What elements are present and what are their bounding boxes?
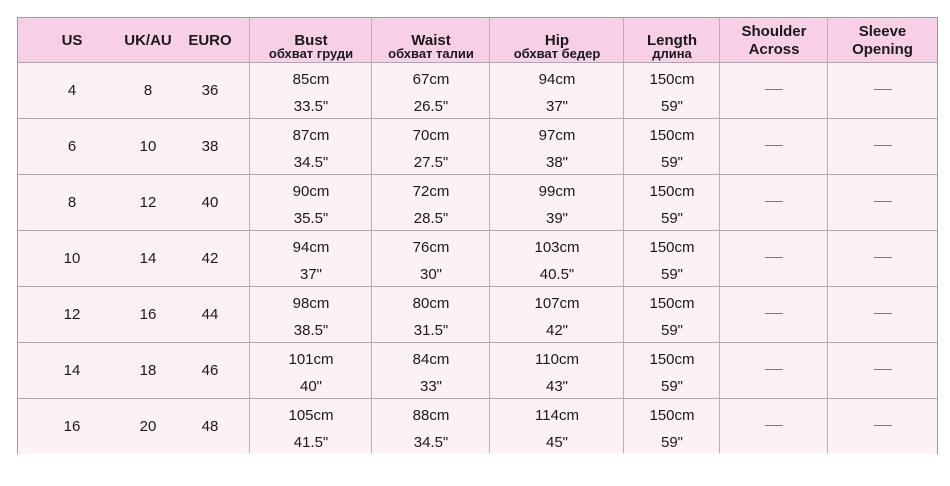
table-row (18, 399, 937, 454)
waist-cell (372, 343, 490, 398)
bust-cm: 85cm (292, 71, 330, 88)
dash-mark (874, 257, 892, 258)
bust-cm: 94cm (292, 239, 330, 256)
shoulder-across-cell (720, 63, 828, 118)
uk-au-size-cell: 8 (143, 82, 153, 99)
euro-size-cell: 36 (201, 82, 219, 99)
hip-cm: 97cm (538, 127, 576, 144)
hip-inches: 43" (545, 378, 568, 395)
bust-inches: 34.5" (293, 154, 329, 171)
waist-cell (372, 175, 490, 230)
bust-cell (250, 63, 372, 118)
bust-cell (250, 287, 372, 342)
waist-cm: 88cm (412, 407, 450, 424)
header-bust: Bust обхват груди (268, 32, 354, 61)
length-cm: 150cm (649, 183, 695, 200)
hip-inches: 40.5" (539, 266, 575, 283)
bust-cm: 98cm (292, 295, 330, 312)
length-cell (624, 399, 720, 454)
bust-inches: 35.5" (293, 210, 329, 227)
bust-inches: 41.5" (293, 434, 329, 451)
sleeve-opening-cell (828, 399, 937, 454)
header-hip: Hip обхват бедер (513, 32, 601, 61)
waist-cm: 76cm (412, 239, 450, 256)
euro-size-cell: 48 (201, 418, 219, 435)
length-cm: 150cm (649, 295, 695, 312)
waist-cm: 67cm (412, 71, 450, 88)
length-inches: 59" (660, 322, 683, 339)
size-chart-table (17, 17, 938, 454)
waist-inches: 27.5" (413, 154, 449, 171)
length-inches: 59" (660, 210, 683, 227)
waist-cell (372, 287, 490, 342)
dash-mark (874, 425, 892, 426)
waist-cell (372, 231, 490, 286)
bust-inches: 40" (299, 378, 322, 395)
us-size-cell: 8 (67, 194, 77, 211)
sleeve-opening-cell (828, 175, 937, 230)
header-us: US (61, 32, 83, 49)
dash-mark (765, 369, 783, 370)
hip-cell (490, 399, 624, 454)
length-inches: 59" (660, 434, 683, 451)
waist-inches: 26.5" (413, 98, 449, 115)
hip-cell (490, 343, 624, 398)
shoulder-across-cell (720, 287, 828, 342)
us-size-cell: 12 (63, 306, 81, 323)
shoulder-across-cell (720, 119, 828, 174)
dash-mark (765, 257, 783, 258)
column-divider (371, 18, 372, 453)
table-row (18, 175, 937, 231)
dash-mark (765, 201, 783, 202)
waist-cm: 80cm (412, 295, 450, 312)
dash-mark (765, 89, 783, 90)
header-euro: EURO (188, 32, 232, 49)
hip-cm: 114cm (535, 407, 579, 424)
waist-cell (372, 399, 490, 454)
length-cell (624, 343, 720, 398)
uk-au-size-cell: 12 (139, 194, 157, 211)
shoulder-across-cell (720, 175, 828, 230)
length-cell (624, 175, 720, 230)
euro-size-cell: 46 (201, 362, 219, 379)
euro-size-cell: 38 (201, 138, 219, 155)
bust-cell (250, 119, 372, 174)
hip-cell (490, 119, 624, 174)
length-cell (624, 287, 720, 342)
dash-mark (765, 313, 783, 314)
header-length: Length длина (647, 32, 697, 61)
bust-cell (250, 343, 372, 398)
length-inches: 59" (660, 154, 683, 171)
sleeve-opening-cell (828, 343, 937, 398)
bust-inches: 38.5" (293, 322, 329, 339)
dash-mark (765, 145, 783, 146)
bust-cm: 105cm (288, 407, 334, 424)
length-inches: 59" (660, 98, 683, 115)
header-waist: Waist обхват талии (388, 32, 474, 61)
uk-au-size-cell: 18 (139, 362, 157, 379)
length-cell (624, 63, 720, 118)
dash-mark (874, 369, 892, 370)
waist-inches: 28.5" (413, 210, 449, 227)
uk-au-size-cell: 20 (139, 418, 157, 435)
bust-cm: 90cm (292, 183, 330, 200)
hip-inches: 37" (545, 98, 568, 115)
hip-cm: 94cm (538, 71, 576, 88)
header-shoulder-across: Shoulder Across (741, 23, 807, 58)
length-cm: 150cm (649, 239, 695, 256)
table-header-row (18, 18, 937, 63)
dash-mark (874, 89, 892, 90)
waist-cm: 84cm (412, 351, 450, 368)
hip-inches: 38" (545, 154, 568, 171)
sleeve-opening-cell (828, 119, 937, 174)
column-divider (489, 18, 490, 453)
header-uk-au: UK/AU (124, 32, 172, 49)
bust-cm: 101cm (288, 351, 334, 368)
euro-size-cell: 40 (201, 194, 219, 211)
waist-cm: 70cm (412, 127, 450, 144)
us-size-cell: 4 (67, 82, 77, 99)
length-cell (624, 231, 720, 286)
length-cm: 150cm (649, 407, 695, 424)
uk-au-size-cell: 16 (139, 306, 157, 323)
header-sleeve-opening: Sleeve Opening (852, 23, 913, 58)
column-divider (827, 18, 828, 453)
uk-au-size-cell: 10 (139, 138, 157, 155)
shoulder-across-cell (720, 231, 828, 286)
bust-inches: 37" (299, 266, 322, 283)
waist-cell (372, 63, 490, 118)
dash-mark (765, 425, 783, 426)
waist-inches: 30" (419, 266, 442, 283)
hip-inches: 42" (545, 322, 568, 339)
hip-cell (490, 175, 624, 230)
table-row (18, 287, 937, 343)
hip-inches: 39" (545, 210, 568, 227)
length-cm: 150cm (649, 127, 695, 144)
length-cm: 150cm (649, 71, 695, 88)
euro-size-cell: 44 (201, 306, 219, 323)
us-size-cell: 14 (63, 362, 81, 379)
euro-size-cell: 42 (201, 250, 219, 267)
hip-cm: 110cm (535, 351, 579, 368)
waist-cell (372, 119, 490, 174)
dash-mark (874, 201, 892, 202)
sleeve-opening-cell (828, 287, 937, 342)
waist-inches: 33" (419, 378, 442, 395)
length-inches: 59" (660, 266, 683, 283)
bust-inches: 33.5" (293, 98, 329, 115)
dash-mark (874, 145, 892, 146)
bust-cell (250, 175, 372, 230)
table-row (18, 231, 937, 287)
us-size-cell: 6 (67, 138, 77, 155)
waist-inches: 34.5" (413, 434, 449, 451)
us-size-cell: 16 (63, 418, 81, 435)
hip-cell (490, 231, 624, 286)
hip-inches: 45" (545, 434, 568, 451)
hip-cm: 107cm (534, 295, 580, 312)
shoulder-across-cell (720, 343, 828, 398)
shoulder-across-cell (720, 399, 828, 454)
sleeve-opening-cell (828, 231, 937, 286)
table-row (18, 343, 937, 399)
hip-cm: 99cm (538, 183, 576, 200)
bust-cell (250, 399, 372, 454)
column-divider (719, 18, 720, 453)
hip-cell (490, 287, 624, 342)
uk-au-size-cell: 14 (139, 250, 157, 267)
length-cm: 150cm (649, 351, 695, 368)
column-divider (623, 18, 624, 453)
bust-cm: 87cm (292, 127, 330, 144)
us-size-cell: 10 (63, 250, 81, 267)
waist-cm: 72cm (412, 183, 450, 200)
table-row (18, 119, 937, 175)
bust-cell (250, 231, 372, 286)
dash-mark (874, 313, 892, 314)
length-cell (624, 119, 720, 174)
table-row (18, 63, 937, 119)
hip-cell (490, 63, 624, 118)
waist-inches: 31.5" (413, 322, 449, 339)
hip-cm: 103cm (534, 239, 580, 256)
sleeve-opening-cell (828, 63, 937, 118)
column-divider (249, 18, 250, 453)
length-inches: 59" (660, 378, 683, 395)
